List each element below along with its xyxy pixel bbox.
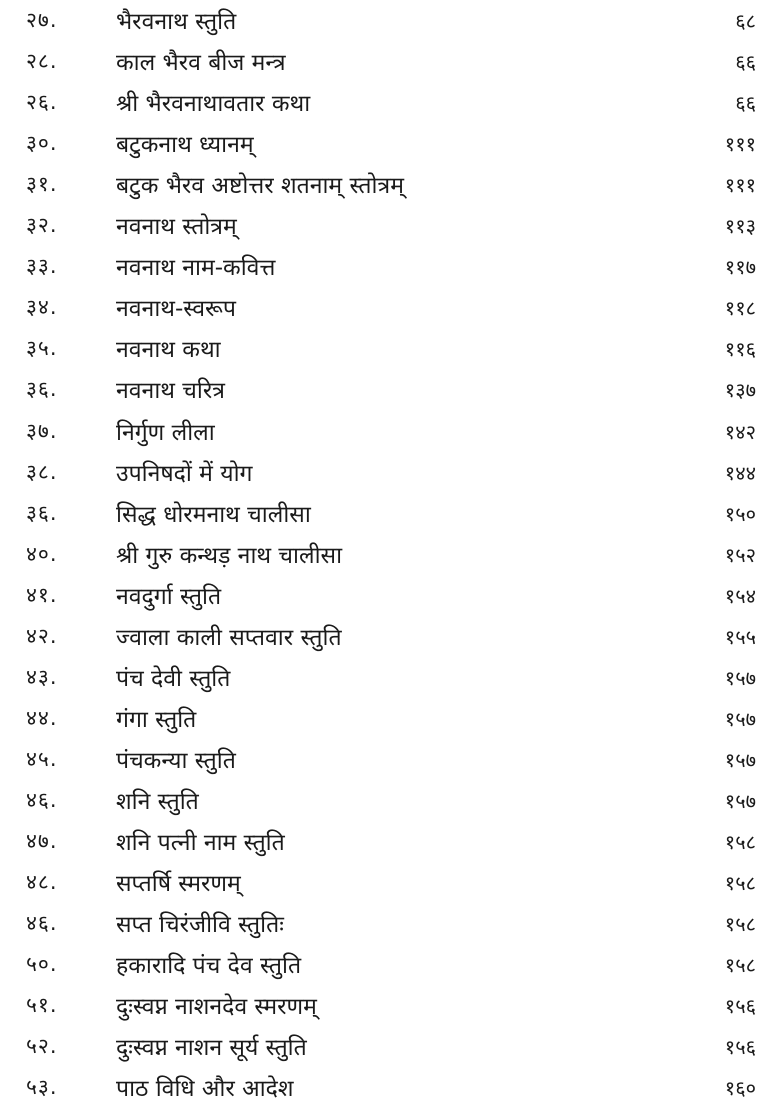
entry-number: ३४. xyxy=(26,295,58,320)
toc-entry xyxy=(0,330,780,370)
entry-page-number: १६० xyxy=(724,1076,756,1101)
toc-entry xyxy=(0,782,780,822)
entry-number: ४६. xyxy=(26,787,58,812)
entry-title: नवनाथ कथा xyxy=(116,337,221,364)
entry-number: ४६. xyxy=(26,911,58,936)
toc-entry xyxy=(0,659,780,699)
entry-page-number: १११ xyxy=(724,173,756,198)
entry-page-number: ११७ xyxy=(724,255,756,280)
toc-entry xyxy=(0,166,780,206)
toc-entry xyxy=(0,741,780,781)
entry-title: श्री भैरवनाथावतार कथा xyxy=(116,91,311,118)
toc-entry xyxy=(0,43,780,83)
toc-entry xyxy=(0,577,780,617)
toc-entry xyxy=(0,495,780,535)
toc-entry xyxy=(0,207,780,247)
entry-number: ५१. xyxy=(26,993,58,1018)
entry-number: ४७. xyxy=(26,829,58,853)
entry-title: दुःस्वप्न नाशन सूर्य स्तुति xyxy=(116,1035,307,1062)
entry-page-number: १४२ xyxy=(724,419,756,444)
entry-title: गंगा स्तुति xyxy=(116,706,197,733)
entry-page-number: ११३ xyxy=(724,214,756,239)
entry-page-number: १४४ xyxy=(724,460,756,485)
toc-entry xyxy=(0,454,780,494)
entry-number: ३१. xyxy=(26,172,58,197)
entry-number: ३५. xyxy=(26,336,58,361)
toc-entry xyxy=(0,618,780,658)
entry-number: ४१. xyxy=(26,582,58,607)
entry-page-number: १५७ xyxy=(724,706,756,731)
entry-title: दुःस्वप्न नाशनदेव स्मरणम् xyxy=(116,994,317,1021)
toc-entry xyxy=(0,1028,780,1068)
toc-entry xyxy=(0,946,780,986)
entry-title: पाठ विधि और आदेश xyxy=(116,1076,294,1103)
entry-page-number: १५४ xyxy=(724,583,756,608)
entry-title: सप्त चिरंजीवि स्तुतिः xyxy=(116,912,284,939)
toc-entry xyxy=(0,289,780,329)
entry-title: निर्गुण लीला xyxy=(116,419,215,446)
entry-number: ३८. xyxy=(26,459,58,484)
entry-number: ५३. xyxy=(26,1075,58,1100)
entry-page-number: १५६ xyxy=(724,1035,756,1060)
entry-title: काल भैरव बीज मन्त्र xyxy=(116,50,286,77)
toc-entry xyxy=(0,248,780,288)
entry-page-number: १३७ xyxy=(724,378,756,403)
entry-title: नवनाथ-स्वरूप xyxy=(116,296,236,323)
toc-entry xyxy=(0,1069,780,1109)
toc-entry xyxy=(0,536,780,576)
entry-number: ३६. xyxy=(26,377,58,402)
toc-entry xyxy=(0,84,780,124)
entry-page-number: ६८ xyxy=(735,9,756,33)
entry-number: २७. xyxy=(26,8,58,32)
entry-number: ३३. xyxy=(26,254,58,279)
entry-page-number: ११६ xyxy=(724,337,756,362)
entry-title: सप्तर्षि स्मरणम् xyxy=(116,871,241,898)
entry-number: २८. xyxy=(26,49,58,74)
entry-number: ४४. xyxy=(26,705,58,730)
entry-title: नवदुर्गा स्तुति xyxy=(116,583,222,610)
entry-title: हकारादि पंच देव स्तुति xyxy=(116,953,302,980)
entry-title: उपनिषदों में योग xyxy=(116,460,253,487)
entry-page-number: १५० xyxy=(724,501,756,526)
entry-page-number: १५८ xyxy=(724,953,756,978)
entry-title: नवनाथ चरित्र xyxy=(116,378,225,405)
entry-number: २६. xyxy=(26,90,58,115)
entry-page-number: १५७ xyxy=(724,665,756,690)
entry-page-number: १५५ xyxy=(724,624,756,649)
entry-title: बटुकनाथ ध्यानम् xyxy=(116,132,254,159)
toc-entry xyxy=(0,700,780,740)
entry-number: ५२. xyxy=(26,1034,58,1059)
toc-entry xyxy=(0,371,780,411)
toc-entry xyxy=(0,413,780,453)
entry-page-number: १५८ xyxy=(724,871,756,896)
entry-title: शनि स्तुति xyxy=(116,788,199,815)
entry-page-number: १५६ xyxy=(724,994,756,1019)
entry-title: ज्वाला काली सप्तवार स्तुति xyxy=(116,624,342,651)
entry-page-number: १५८ xyxy=(724,912,756,937)
entry-page-number: ११८ xyxy=(724,296,756,321)
entry-number: ३७. xyxy=(26,418,58,443)
entry-number: ४५. xyxy=(26,746,58,771)
entry-number: ४३. xyxy=(26,664,58,689)
entry-page-number: ६६ xyxy=(735,91,756,116)
entry-title: बटुक भैरव अष्टोत्तर शतनाम् स्तोत्रम् xyxy=(116,173,404,200)
toc-entry xyxy=(0,125,780,165)
entry-title: सिद्ध धोरमनाथ चालीसा xyxy=(116,501,311,528)
toc-entry xyxy=(0,987,780,1027)
entry-title: शनि पत्नी नाम स्तुति xyxy=(116,830,285,856)
entry-number: ४२. xyxy=(26,623,58,648)
entry-number: ३०. xyxy=(26,131,58,156)
toc-entry xyxy=(0,905,780,945)
entry-page-number: १५२ xyxy=(724,542,756,567)
entry-title: श्री गुरु कन्थड़ नाथ चालीसा xyxy=(116,542,343,569)
entry-page-number: १५७ xyxy=(724,747,756,772)
entry-title: पंच देवी स्तुति xyxy=(116,665,231,692)
entry-number: ५०. xyxy=(26,952,58,977)
entry-number: ३६. xyxy=(26,500,58,525)
entry-page-number: ६६ xyxy=(735,50,756,75)
entry-title: पंचकन्या स्तुति xyxy=(116,747,236,774)
toc-entry xyxy=(0,864,780,904)
entry-page-number: १५७ xyxy=(724,788,756,813)
entry-number: ४०. xyxy=(26,541,58,566)
entry-page-number: १११ xyxy=(724,132,756,157)
toc-entry xyxy=(0,823,780,863)
entry-title: नवनाथ स्तोत्रम् xyxy=(116,214,237,241)
entry-number: ३२. xyxy=(26,213,58,238)
toc-entry xyxy=(0,2,780,42)
entry-title: भैरवनाथ स्तुति xyxy=(116,9,237,35)
entry-number: ४८. xyxy=(26,870,58,895)
entry-title: नवनाथ नाम-कवित्त xyxy=(116,255,276,282)
entry-page-number: १५८ xyxy=(724,830,756,854)
